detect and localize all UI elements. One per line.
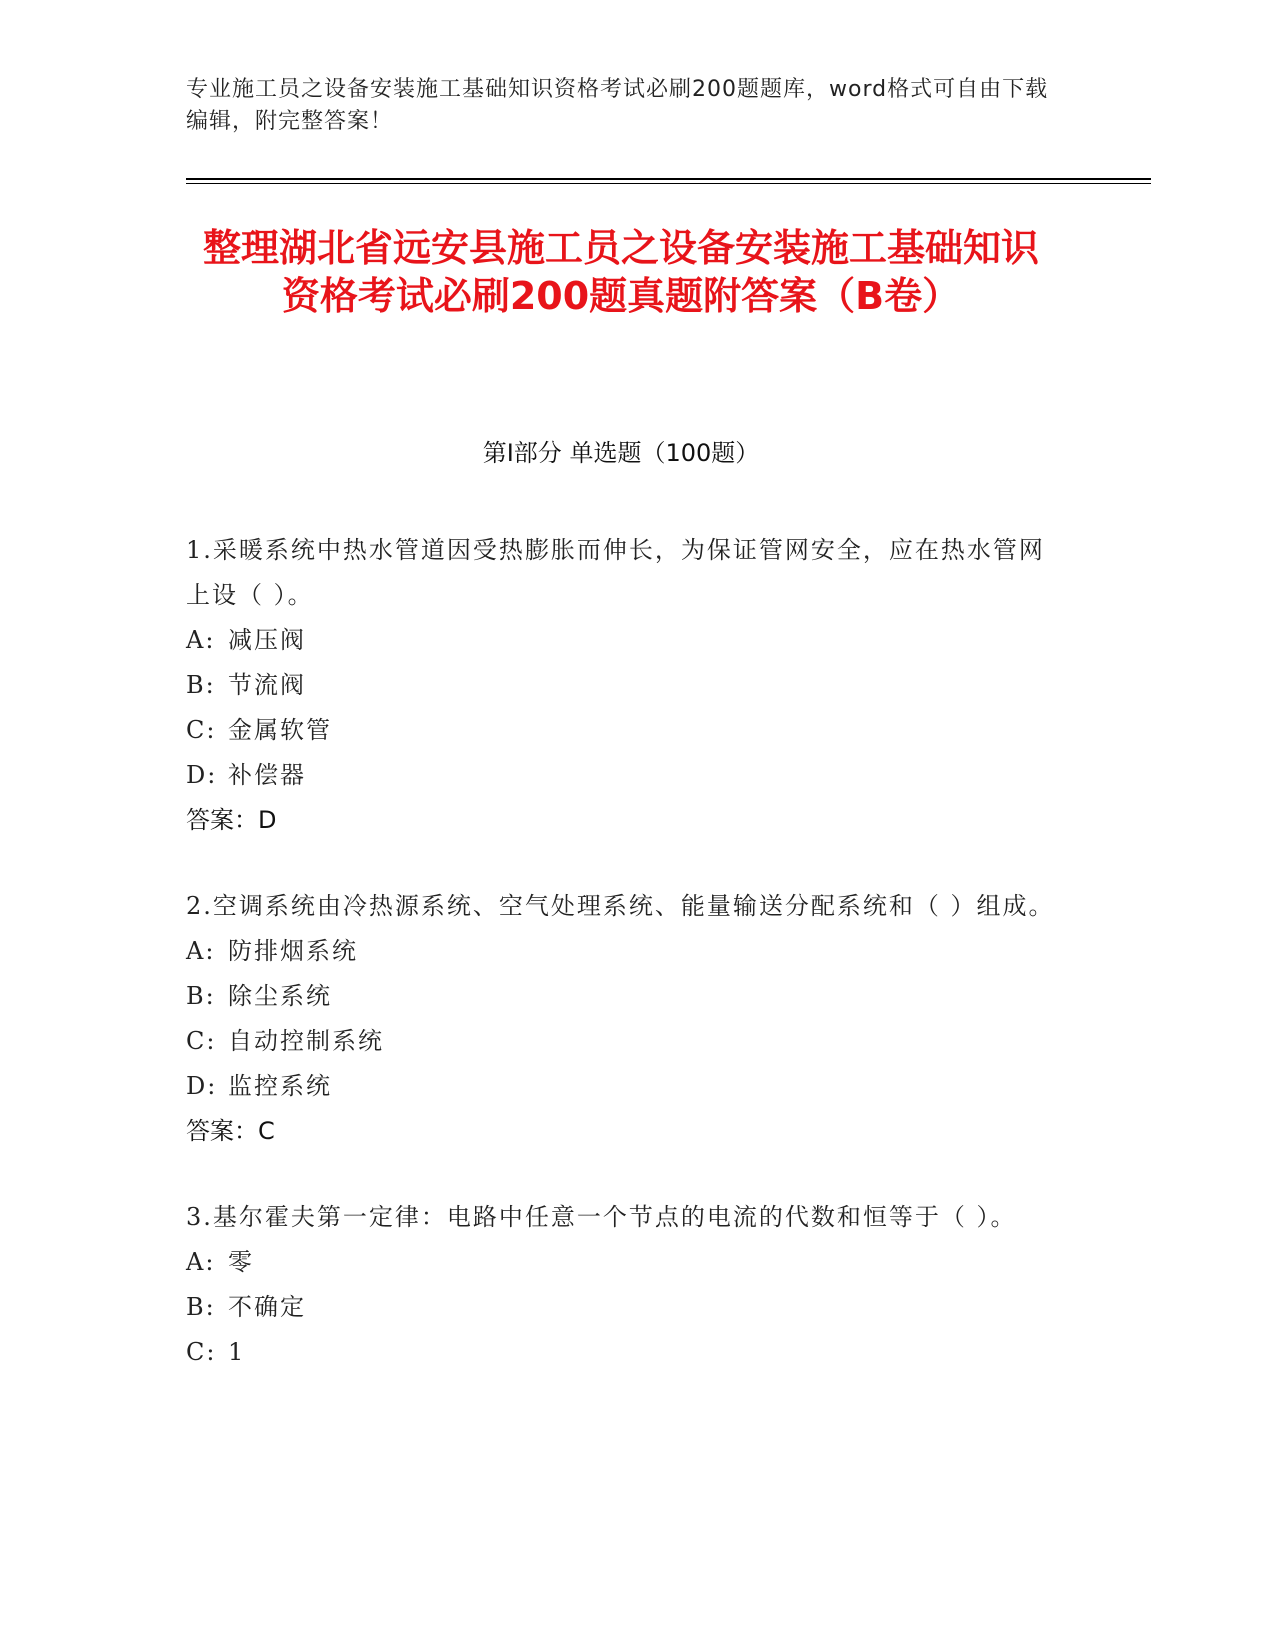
option-key: D: [186, 1072, 218, 1100]
option-text: 监控系统 [228, 1072, 332, 1100]
option-b [186, 663, 1066, 708]
section-title: 第Ⅰ部分 单选题（100题） [482, 439, 760, 467]
question-1 [186, 528, 1066, 843]
option-a [186, 929, 1066, 974]
option-text: 除尘系统 [228, 982, 332, 1010]
option-key: A: [186, 937, 216, 965]
option-text: 零 [228, 1248, 254, 1276]
option-text: 补偿器 [228, 761, 306, 789]
option-key: B: [186, 1293, 216, 1321]
option-text: 减压阀 [228, 626, 306, 654]
question-stem: 1.采暖系统中热水管道因受热膨胀而伸长，为保证管网安全，应在热水管网上设（ ）。 [186, 536, 1045, 609]
option-key: B: [186, 671, 216, 699]
question-list [186, 528, 1066, 1416]
option-text: 节流阀 [228, 671, 306, 699]
header-rule-thin [186, 183, 1151, 184]
option-text: 自动控制系统 [228, 1027, 384, 1055]
question-stem: 2.空调系统由冷热源系统、空气处理系统、能量输送分配系统和（ ）组成。 [186, 892, 1055, 920]
option-key: C: [186, 1338, 217, 1366]
option-d [186, 1064, 1066, 1109]
option-b [186, 1285, 1066, 1330]
question-2 [186, 884, 1066, 1154]
option-key: D: [186, 761, 218, 789]
option-c [186, 1019, 1066, 1064]
option-text: 1 [228, 1338, 246, 1366]
option-key: B: [186, 982, 216, 1010]
option-c [186, 1330, 1066, 1375]
option-c [186, 708, 1066, 753]
option-text: 金属软管 [228, 716, 332, 744]
option-text: 防排烟系统 [228, 937, 358, 965]
question-stem: 3.基尔霍夫第一定律：电路中任意一个节点的电流的代数和恒等于（ ）。 [186, 1203, 1017, 1231]
document-title: 整理湖北省远安县施工员之设备安装施工基础知识资格考试必刷200题真题附答案（B卷） [202, 226, 1039, 318]
option-a [186, 1240, 1066, 1285]
option-text: 不确定 [228, 1293, 306, 1321]
option-key: C: [186, 716, 217, 744]
answer: 答案：C [186, 1117, 275, 1145]
option-key: C: [186, 1027, 217, 1055]
header-note: 专业施工员之设备安装施工基础知识资格考试必刷200题题库，word格式可自由下载编辑，附完整答案！ [186, 77, 1049, 134]
option-d [186, 753, 1066, 798]
question-3 [186, 1195, 1066, 1375]
option-b [186, 974, 1066, 1019]
answer: 答案：D [186, 806, 277, 834]
option-a [186, 618, 1066, 663]
option-key: A: [186, 626, 216, 654]
header-rule-thick [186, 178, 1151, 180]
option-key: A: [186, 1248, 216, 1276]
